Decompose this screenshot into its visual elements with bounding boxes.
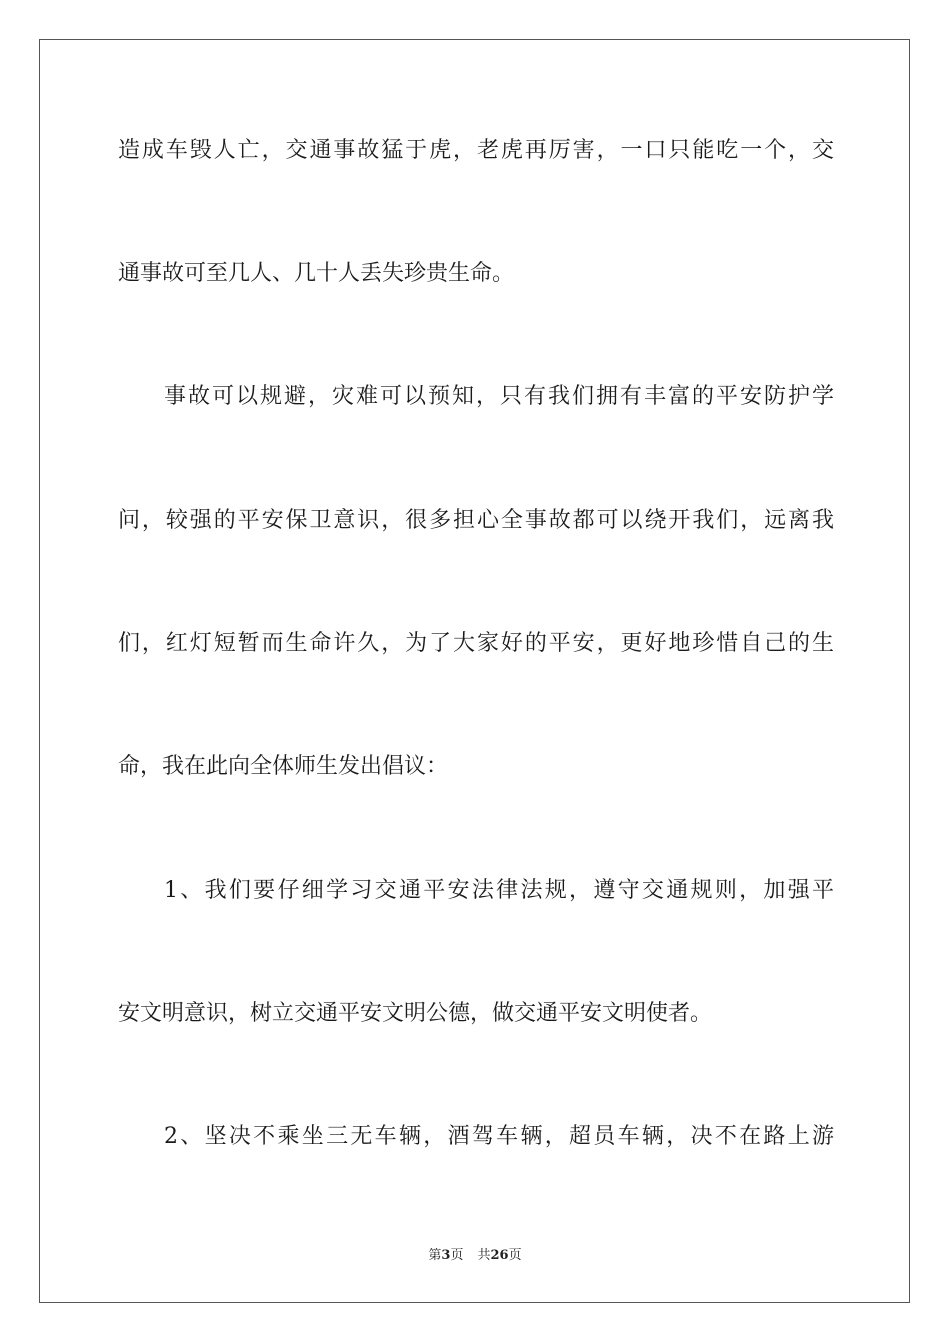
total-prefix: 共 <box>477 1248 491 1263</box>
text-line-4: 问，较强的平安保卫意识，很多担心全事故都可以绕开我们，远离我 <box>118 508 834 533</box>
page-number: 3 <box>441 1248 451 1263</box>
page-border <box>39 39 910 1303</box>
text-line-2: 通事故可至几人、几十人丢失珍贵生命。 <box>118 261 515 286</box>
page-suffix: 页 <box>450 1248 464 1263</box>
text-line-8: 安文明意识，树立交通平安文明公德，做交通平安文明使者。 <box>118 1001 713 1026</box>
text-line-7: 1、我们要仔细学习交通平安法律法规，遵守交通规则，加强平 <box>164 878 834 903</box>
total-pages: 26 <box>490 1248 509 1263</box>
text-line-9: 2、坚决不乘坐三无车辆，酒驾车辆，超员车辆，决不在路上游 <box>164 1124 834 1149</box>
text-line-3: 事故可以规避，灾难可以预知，只有我们拥有丰富的平安防护学 <box>164 384 834 409</box>
text-line-1: 造成车毁人亡，交通事故猛于虎，老虎再厉害，一口只能吃一个，交 <box>118 138 834 163</box>
text-line-6: 命，我在此向全体师生发出倡议： <box>118 754 449 779</box>
page-footer <box>0 1247 950 1265</box>
text-line-5: 们，红灯短暂而生命许久，为了大家好的平安，更好地珍惜自己的生 <box>118 631 834 656</box>
total-suffix: 页 <box>508 1248 522 1263</box>
page-prefix: 第 <box>428 1248 442 1263</box>
